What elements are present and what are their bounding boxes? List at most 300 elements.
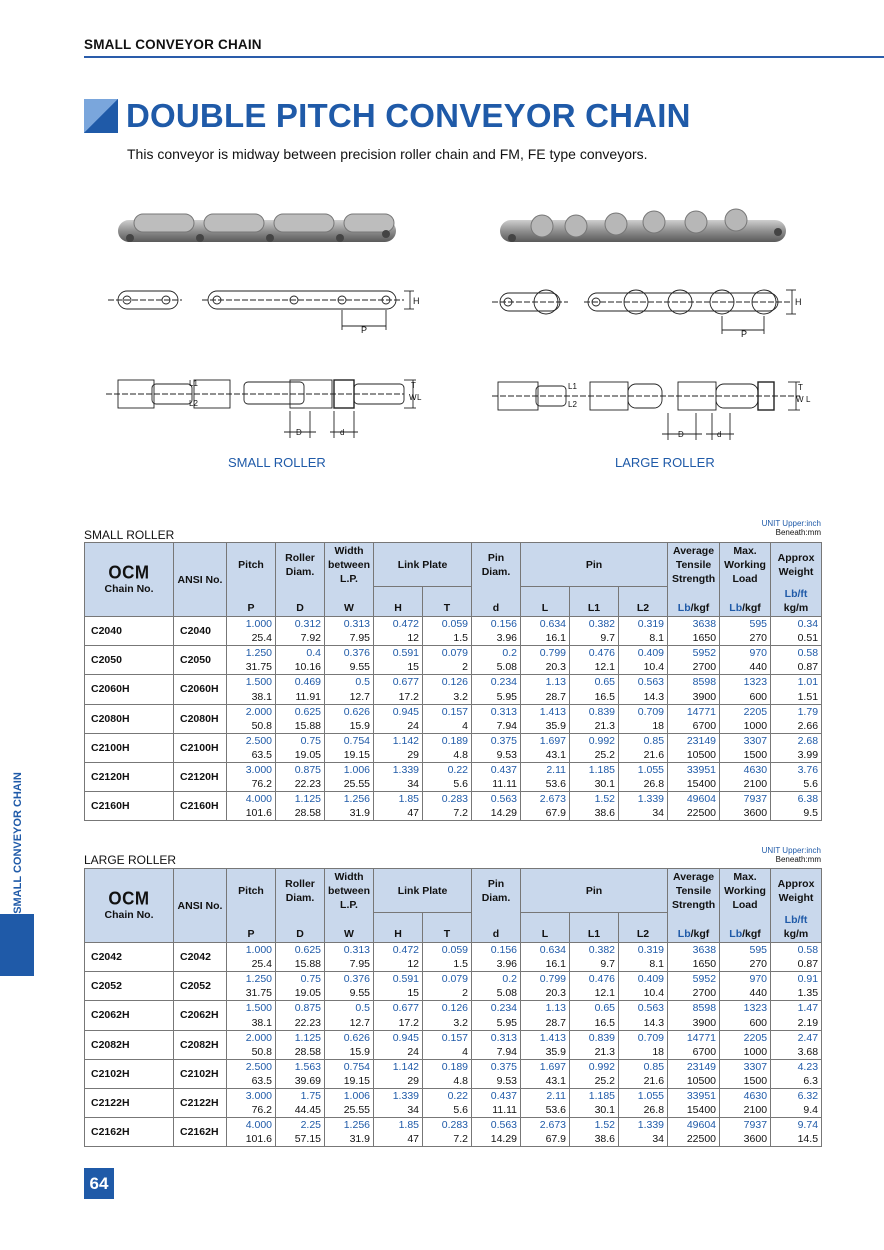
imperial-value-cell: 1.250	[227, 972, 276, 987]
metric-value-cell: 76.2	[227, 777, 276, 792]
metric-value-cell: 29	[374, 1074, 423, 1089]
imperial-value-cell: 1.01	[771, 675, 822, 690]
imperial-value-cell: 0.591	[374, 972, 423, 987]
table-row	[85, 762, 822, 777]
dim-label-l1: L1	[189, 379, 198, 388]
imperial-value-cell: 1.697	[521, 733, 570, 748]
metric-value-cell: 3.96	[472, 957, 521, 972]
unit-note-large: UNIT Upper:inch Beneath:mm	[761, 846, 821, 864]
chain-no-cell: C2100H	[85, 733, 174, 762]
side-tab-marker	[0, 914, 34, 976]
imperial-value-cell: 0.634	[521, 617, 570, 632]
imperial-value-cell: 49604	[668, 792, 720, 807]
imperial-value-cell: 0.22	[423, 1088, 472, 1103]
metric-value-cell: 31.75	[227, 986, 276, 1001]
imperial-value-cell: 0.626	[325, 704, 374, 719]
imperial-value-cell: 1.413	[521, 704, 570, 719]
imperial-value-cell: 0.319	[619, 943, 668, 958]
large-dim-label-l2: L2	[568, 400, 577, 409]
metric-value-cell: 4.8	[423, 748, 472, 763]
imperial-value-cell: 0.079	[423, 972, 472, 987]
imperial-value-cell: 1.142	[374, 733, 423, 748]
metric-value-cell: 47	[374, 806, 423, 821]
large-dim-label-l: L	[806, 395, 811, 404]
imperial-value-cell: 0.5	[325, 675, 374, 690]
metric-value-cell: 25.2	[570, 1074, 619, 1089]
imperial-value-cell: 0.2	[472, 972, 521, 987]
imperial-value-cell: 0.382	[570, 617, 619, 632]
table-row	[85, 617, 822, 632]
metric-value-cell: 38.1	[227, 689, 276, 704]
imperial-value-cell: 2.673	[521, 792, 570, 807]
imperial-value-cell: 0.22	[423, 762, 472, 777]
metric-value-cell: 26.8	[619, 777, 668, 792]
imperial-value-cell: 8598	[668, 675, 720, 690]
metric-value-cell: 20.3	[521, 986, 570, 1001]
imperial-value-cell: 4.23	[771, 1059, 822, 1074]
imperial-value-cell: 49604	[668, 1118, 720, 1133]
metric-value-cell: 12.7	[325, 689, 374, 704]
imperial-value-cell: 1.006	[325, 762, 374, 777]
imperial-value-cell: 0.85	[619, 1059, 668, 1074]
metric-value-cell: 19.15	[325, 748, 374, 763]
metric-value-cell: 15.9	[325, 719, 374, 734]
imperial-value-cell: 1.055	[619, 762, 668, 777]
metric-value-cell: 31.9	[325, 806, 374, 821]
large-dim-label-w: W	[796, 395, 804, 404]
table-row	[85, 675, 822, 690]
metric-value-cell: 600	[720, 1015, 771, 1030]
imperial-value-cell: 1.85	[374, 792, 423, 807]
ansi-no-cell: C2042	[174, 943, 227, 972]
imperial-value-cell: 1.13	[521, 1001, 570, 1016]
metric-value-cell: 2700	[668, 660, 720, 675]
imperial-value-cell: 2.68	[771, 733, 822, 748]
ansi-no-cell: C2062H	[174, 1001, 227, 1030]
imperial-value-cell: 0.234	[472, 1001, 521, 1016]
chain-no-cell: C2122H	[85, 1088, 174, 1117]
page-title-row	[84, 96, 691, 136]
imperial-value-cell: 7937	[720, 1118, 771, 1133]
imperial-value-cell: 1.125	[276, 792, 325, 807]
chain-no-cell: C2102H	[85, 1059, 174, 1088]
imperial-value-cell: 0.409	[619, 972, 668, 987]
imperial-value-cell: 0.126	[423, 1001, 472, 1016]
large-roller-table: OCM Chain No. ANSI No. Pitch Roller Diam. Width between L.P. Link Plate Pin Diam. Pin Average Tensile Strength Max. Working Load Approx Weight P D W H T d L L1 L2 Lb/kgf Lb/kgf Lb/ft kg/m C2042 C2042 1.000 0.625 0.313 0.472 0.059 0.156 0.634 0.382 0.319 3638 595 0.58 25.4 15.88 7.95 12 1.5 3.96 16.1 9.7 8.1 1650 270 0.87 C2052 C2052 1.250 0.75 0.376 0.591 0.079 0.2 0.799 0.476 0.409 5952 970 0.91 31.75 19.05 9.55 15 2 5.08 20.3 12.1 10.4 2700 440 1.35 C2062H C2062H 1.500 0.875 0.5 0.677 0.126 0.234 1.13 0.65 0.563 8598 1323 1.47 38.1 22.23 12.7 17.2 3.2 5.95 28.7 16.5 14.3 3900 600 2.19 C2082H C2082H 2.000 1.125 0.626 0.945 0.157 0.313 1.413 0.839 0.709 14771 2205 2.47 50.8 28.58 15.9 24 4 7.94 35.9 21.3 18 6700 1000 3.68 C2102H C2102H 2.500 1.563 0.754 1.142 0.189 0.375 1.697 0.992 0.85 23149 3307 4.23 63.5 39.69 19.15 29 4.8 9.53 43.1 25.2 21.6 10500 1500 6.3 C2122H C2122H 3.000 1.75 1.006 1.339 0.22 0.437 2.11 1.185 1.055 33951 4630 6.32 76.2 44.45 25.55 34 5.6 11.11 53.6 30.1 26.8 15400 2100 9.4 C2162H C2162H 4.000 2.25 1.256 1.85 0.283 0.563 2.673 1.52 1.339 49604 7937 9.74 101.6 57.15 31.9 47 7.2 14.29 67.9 38.6 34 22500 3600 14.5	[84, 868, 822, 1147]
col-pin: Pin	[521, 543, 668, 587]
metric-value-cell: 8.1	[619, 957, 668, 972]
metric-value-cell: 19.15	[325, 1074, 374, 1089]
imperial-value-cell: 4.000	[227, 1118, 276, 1133]
metric-value-cell: 16.5	[570, 1015, 619, 1030]
metric-value-cell: 30.1	[570, 777, 619, 792]
imperial-value-cell: 8598	[668, 1001, 720, 1016]
metric-value-cell: 44.45	[276, 1103, 325, 1118]
imperial-value-cell: 1.000	[227, 617, 276, 632]
metric-value-cell: 14.3	[619, 689, 668, 704]
imperial-value-cell: 1323	[720, 1001, 771, 1016]
dim-label-h: H	[413, 296, 420, 306]
imperial-value-cell: 0.375	[472, 1059, 521, 1074]
imperial-value-cell: 0.283	[423, 792, 472, 807]
metric-value-cell: 15	[374, 986, 423, 1001]
imperial-value-cell: 14771	[668, 1030, 720, 1045]
imperial-value-cell: 0.059	[423, 617, 472, 632]
metric-value-cell: 3.2	[423, 689, 472, 704]
chain-no-cell: C2050	[85, 646, 174, 675]
imperial-value-cell: 3.76	[771, 762, 822, 777]
col-working: Max. Working Load	[720, 869, 771, 913]
metric-value-cell: 35.9	[521, 719, 570, 734]
metric-value-cell: 39.69	[276, 1074, 325, 1089]
metric-value-cell: 28.58	[276, 806, 325, 821]
table-row	[85, 792, 822, 807]
section-header-text: SMALL CONVEYOR CHAIN	[84, 37, 262, 52]
imperial-value-cell: 5952	[668, 972, 720, 987]
imperial-value-cell: 4.000	[227, 792, 276, 807]
metric-value-cell: 15.9	[325, 1045, 374, 1060]
metric-value-cell: 5.95	[472, 689, 521, 704]
metric-value-cell: 29	[374, 748, 423, 763]
imperial-value-cell: 0.799	[521, 972, 570, 987]
metric-value-cell: 3.2	[423, 1015, 472, 1030]
imperial-value-cell: 1.339	[374, 1088, 423, 1103]
imperial-value-cell: 2.000	[227, 1030, 276, 1045]
imperial-value-cell: 0.625	[276, 704, 325, 719]
metric-value-cell: 53.6	[521, 777, 570, 792]
imperial-value-cell: 1.250	[227, 646, 276, 661]
metric-value-cell: 57.15	[276, 1132, 325, 1147]
col-chain-no: OCM Chain No.	[85, 869, 174, 943]
metric-value-cell: 10.4	[619, 660, 668, 675]
ansi-no-cell: C2082H	[174, 1030, 227, 1059]
imperial-value-cell: 0.563	[619, 675, 668, 690]
metric-value-cell: 22.23	[276, 1015, 325, 1030]
metric-value-cell: 22.23	[276, 777, 325, 792]
imperial-value-cell: 0.312	[276, 617, 325, 632]
imperial-value-cell: 0.189	[423, 1059, 472, 1074]
imperial-value-cell: 1.500	[227, 675, 276, 690]
imperial-value-cell: 1.339	[619, 1118, 668, 1133]
chain-no-cell: C2062H	[85, 1001, 174, 1030]
ansi-no-cell: C2160H	[174, 792, 227, 821]
imperial-value-cell: 1.185	[570, 1088, 619, 1103]
imperial-value-cell: 0.126	[423, 675, 472, 690]
imperial-value-cell: 1.256	[325, 792, 374, 807]
metric-value-cell: 31.75	[227, 660, 276, 675]
imperial-value-cell: 23149	[668, 733, 720, 748]
imperial-value-cell: 0.156	[472, 943, 521, 958]
table-row	[85, 1030, 822, 1045]
table-row	[85, 704, 822, 719]
table-row	[85, 1118, 822, 1133]
imperial-value-cell: 0.079	[423, 646, 472, 661]
metric-value-cell: 19.05	[276, 986, 325, 1001]
imperial-value-cell: 0.945	[374, 1030, 423, 1045]
side-tab-label: SMALL CONVEYOR CHAIN	[12, 772, 24, 914]
metric-value-cell: 9.7	[570, 957, 619, 972]
metric-value-cell: 1.5	[423, 631, 472, 646]
metric-value-cell: 2	[423, 986, 472, 1001]
imperial-value-cell: 0.157	[423, 1030, 472, 1045]
large-dim-label-h: H	[795, 297, 802, 307]
chain-no-cell: C2042	[85, 943, 174, 972]
imperial-value-cell: 0.472	[374, 943, 423, 958]
imperial-value-cell: 0.476	[570, 646, 619, 661]
metric-value-cell: 7.2	[423, 1132, 472, 1147]
imperial-value-cell: 3.000	[227, 1088, 276, 1103]
chain-no-cell: C2160H	[85, 792, 174, 821]
imperial-value-cell: 1.339	[374, 762, 423, 777]
metric-value-cell: 5.08	[472, 986, 521, 1001]
imperial-value-cell: 0.283	[423, 1118, 472, 1133]
imperial-value-cell: 0.563	[472, 792, 521, 807]
metric-value-cell: 53.6	[521, 1103, 570, 1118]
imperial-value-cell: 0.313	[472, 1030, 521, 1045]
metric-value-cell: 12.1	[570, 660, 619, 675]
metric-value-cell: 14.5	[771, 1132, 822, 1147]
dim-label-w: W	[409, 393, 417, 402]
metric-value-cell: 26.8	[619, 1103, 668, 1118]
imperial-value-cell: 0.992	[570, 1059, 619, 1074]
metric-value-cell: 1000	[720, 1045, 771, 1060]
ansi-no-cell: C2100H	[174, 733, 227, 762]
small-roller-table-label: SMALL ROLLER	[84, 528, 175, 542]
metric-value-cell: 7.2	[423, 806, 472, 821]
imperial-value-cell: 1.125	[276, 1030, 325, 1045]
large-dim-label-t: T	[798, 383, 803, 392]
metric-value-cell: 0.87	[771, 957, 822, 972]
metric-value-cell: 7.95	[325, 957, 374, 972]
metric-value-cell: 0.51	[771, 631, 822, 646]
metric-value-cell: 16.5	[570, 689, 619, 704]
imperial-value-cell: 970	[720, 972, 771, 987]
col-tensile: Average Tensile Strength	[668, 543, 720, 587]
metric-value-cell: 24	[374, 719, 423, 734]
metric-value-cell: 22500	[668, 1132, 720, 1147]
metric-value-cell: 76.2	[227, 1103, 276, 1118]
metric-value-cell: 1500	[720, 1074, 771, 1089]
imperial-value-cell: 0.2	[472, 646, 521, 661]
imperial-value-cell: 0.85	[619, 733, 668, 748]
metric-value-cell: 25.4	[227, 631, 276, 646]
imperial-value-cell: 0.677	[374, 675, 423, 690]
col-roller: Roller Diam.	[276, 869, 325, 913]
metric-value-cell: 12.1	[570, 986, 619, 1001]
small-top-view	[106, 380, 416, 438]
metric-value-cell: 15.88	[276, 719, 325, 734]
imperial-value-cell: 0.65	[570, 675, 619, 690]
col-working: Max. Working Load	[720, 543, 771, 587]
metric-value-cell: 24	[374, 1045, 423, 1060]
metric-value-cell: 38.6	[570, 1132, 619, 1147]
metric-value-cell: 9.4	[771, 1103, 822, 1118]
metric-value-cell: 11.11	[472, 777, 521, 792]
imperial-value-cell: 0.799	[521, 646, 570, 661]
imperial-value-cell: 33951	[668, 1088, 720, 1103]
metric-value-cell: 10500	[668, 748, 720, 763]
imperial-value-cell: 2.500	[227, 733, 276, 748]
metric-value-cell: 9.53	[472, 1074, 521, 1089]
col-pitch: Pitch	[227, 543, 276, 587]
large-dim-label-l1: L1	[568, 382, 577, 391]
imperial-value-cell: 1.256	[325, 1118, 374, 1133]
imperial-value-cell: 0.437	[472, 1088, 521, 1103]
col-ansi: ANSI No.	[174, 869, 227, 943]
metric-value-cell: 18	[619, 719, 668, 734]
metric-value-cell: 67.9	[521, 1132, 570, 1147]
metric-value-cell: 2.66	[771, 719, 822, 734]
imperial-value-cell: 4630	[720, 762, 771, 777]
metric-value-cell: 270	[720, 631, 771, 646]
imperial-value-cell: 0.319	[619, 617, 668, 632]
small-roller-caption: SMALL ROLLER	[228, 455, 326, 470]
ansi-no-cell: C2080H	[174, 704, 227, 733]
metric-value-cell: 9.5	[771, 806, 822, 821]
imperial-value-cell: 0.34	[771, 617, 822, 632]
dim-label-d-roller: D	[296, 428, 302, 437]
imperial-value-cell: 1.52	[570, 1118, 619, 1133]
metric-value-cell: 14.3	[619, 1015, 668, 1030]
chain-no-cell: C2060H	[85, 675, 174, 704]
metric-value-cell: 12	[374, 957, 423, 972]
metric-value-cell: 1.35	[771, 986, 822, 1001]
imperial-value-cell: 970	[720, 646, 771, 661]
small-roller-diagram	[104, 206, 424, 446]
metric-value-cell: 7.94	[472, 719, 521, 734]
metric-value-cell: 3.68	[771, 1045, 822, 1060]
imperial-value-cell: 2205	[720, 704, 771, 719]
imperial-value-cell: 1.75	[276, 1088, 325, 1103]
metric-value-cell: 2	[423, 660, 472, 675]
imperial-value-cell: 7937	[720, 792, 771, 807]
imperial-value-cell: 0.472	[374, 617, 423, 632]
metric-value-cell: 28.58	[276, 1045, 325, 1060]
imperial-value-cell: 0.626	[325, 1030, 374, 1045]
large-top-view	[492, 382, 800, 440]
metric-value-cell: 15400	[668, 777, 720, 792]
large-roller-table-body	[85, 943, 822, 1147]
metric-value-cell: 50.8	[227, 719, 276, 734]
table-row	[85, 733, 822, 748]
table-row	[85, 1059, 822, 1074]
metric-value-cell: 4	[423, 1045, 472, 1060]
col-pin-diam: Pin Diam.	[472, 543, 521, 587]
imperial-value-cell: 1323	[720, 675, 771, 690]
imperial-value-cell: 0.75	[276, 733, 325, 748]
metric-value-cell: 25.55	[325, 1103, 374, 1118]
metric-value-cell: 25.2	[570, 748, 619, 763]
metric-value-cell: 9.55	[325, 986, 374, 1001]
metric-value-cell: 1500	[720, 748, 771, 763]
small-roller-table: OCM Chain No. ANSI No. Pitch Roller Diam. Width between L.P. Link Plate Pin Diam. Pin Average Tensile Strength Max. Working Load Approx Weight P D W H T d L L1 L2 Lb/kgf Lb/kgf Lb/ft kg/m C2040 C2040 1.000 0.312 0.313 0.472 0.059 0.156 0.634 0.382 0.319 3638 595 0.34 25.4 7.92 7.95 12 1.5 3.96 16.1 9.7 8.1 1650 270 0.51 C2050 C2050 1.250 0.4 0.376 0.591 0.079 0.2 0.799 0.476 0.409 5952 970 0.58 31.75 10.16 9.55 15 2 5.08 20.3 12.1 10.4 2700 440 0.87 C2060H C2060H 1.500 0.469 0.5 0.677 0.126 0.234 1.13 0.65 0.563 8598 1323 1.01 38.1 11.91 12.7 17.2 3.2 5.95 28.7 16.5 14.3 3900 600 1.51 C2080H C2080H 2.000 0.625 0.626 0.945 0.157 0.313 1.413 0.839 0.709 14771 2205 1.79 50.8 15.88 15.9 24 4 7.94 35.9 21.3 18 6700 1000 2.66 C2100H C2100H 2.500 0.75 0.754 1.142 0.189 0.375 1.697 0.992 0.85 23149 3307 2.68 63.5 19.05 19.15 29 4.8 9.53 43.1 25.2 21.6 10500 1500 3.99 C2120H C2120H 3.000 0.875 1.006 1.339 0.22 0.437 2.11 1.185 1.055 33951 4630 3.76 76.2 22.23 25.55 34 5.6 11.11 53.6 30.1 26.8 15400 2100 5.6 C2160H C2160H 4.000 1.125 1.256 1.85 0.283 0.563 2.673 1.52 1.339 49604 7937 6.38 101.6 28.58 31.9 47 7.2 14.29 67.9 38.6 34 22500 3600 9.5	[84, 542, 822, 821]
imperial-value-cell: 1.500	[227, 1001, 276, 1016]
metric-value-cell: 101.6	[227, 806, 276, 821]
metric-value-cell: 2100	[720, 777, 771, 792]
imperial-value-cell: 0.65	[570, 1001, 619, 1016]
imperial-value-cell: 595	[720, 617, 771, 632]
col-pitch: Pitch	[227, 869, 276, 913]
imperial-value-cell: 0.189	[423, 733, 472, 748]
section-header	[84, 36, 884, 58]
imperial-value-cell: 14771	[668, 704, 720, 719]
imperial-value-cell: 2205	[720, 1030, 771, 1045]
metric-value-cell: 0.87	[771, 660, 822, 675]
dim-label-l2: L2	[189, 399, 198, 408]
metric-value-cell: 21.3	[570, 1045, 619, 1060]
title-triangle-icon	[84, 99, 118, 133]
ansi-no-cell: C2052	[174, 972, 227, 1001]
metric-value-cell: 28.7	[521, 1015, 570, 1030]
metric-value-cell: 38.1	[227, 1015, 276, 1030]
ansi-no-cell: C2050	[174, 646, 227, 675]
ansi-no-cell: C2120H	[174, 762, 227, 791]
imperial-value-cell: 1.185	[570, 762, 619, 777]
imperial-value-cell: 0.58	[771, 943, 822, 958]
imperial-value-cell: 0.754	[325, 1059, 374, 1074]
metric-value-cell: 34	[374, 777, 423, 792]
metric-value-cell: 43.1	[521, 1074, 570, 1089]
metric-value-cell: 5.6	[771, 777, 822, 792]
imperial-value-cell: 0.376	[325, 972, 374, 987]
imperial-value-cell: 0.875	[276, 1001, 325, 1016]
imperial-value-cell: 0.5	[325, 1001, 374, 1016]
metric-value-cell: 4.8	[423, 1074, 472, 1089]
metric-value-cell: 7.95	[325, 631, 374, 646]
metric-value-cell: 22500	[668, 806, 720, 821]
table-row	[85, 1088, 822, 1103]
imperial-value-cell: 3307	[720, 733, 771, 748]
metric-value-cell: 21.6	[619, 748, 668, 763]
imperial-value-cell: 0.709	[619, 704, 668, 719]
imperial-value-cell: 0.839	[570, 1030, 619, 1045]
metric-value-cell: 34	[619, 1132, 668, 1147]
metric-value-cell: 6700	[668, 719, 720, 734]
imperial-value-cell: 0.839	[570, 704, 619, 719]
ansi-no-cell: C2102H	[174, 1059, 227, 1088]
large-chain-photo	[500, 209, 786, 242]
metric-value-cell: 3600	[720, 806, 771, 821]
imperial-value-cell: 2.25	[276, 1118, 325, 1133]
metric-value-cell: 10.16	[276, 660, 325, 675]
imperial-value-cell: 1.79	[771, 704, 822, 719]
small-chain-photo	[118, 214, 396, 242]
col-width: Width between L.P.	[325, 543, 374, 587]
metric-value-cell: 101.6	[227, 1132, 276, 1147]
chain-no-cell: C2082H	[85, 1030, 174, 1059]
imperial-value-cell: 1.697	[521, 1059, 570, 1074]
table-row	[85, 646, 822, 661]
small-roller-table-body	[85, 617, 822, 821]
imperial-value-cell: 0.409	[619, 646, 668, 661]
chain-no-cell: C2052	[85, 972, 174, 1001]
metric-value-cell: 270	[720, 957, 771, 972]
metric-value-cell: 8.1	[619, 631, 668, 646]
metric-value-cell: 20.3	[521, 660, 570, 675]
large-roller-table-label: LARGE ROLLER	[84, 853, 177, 867]
metric-value-cell: 5.08	[472, 660, 521, 675]
metric-value-cell: 1650	[668, 957, 720, 972]
metric-value-cell: 12	[374, 631, 423, 646]
large-roller-caption: LARGE ROLLER	[615, 455, 715, 470]
imperial-value-cell: 0.313	[472, 704, 521, 719]
imperial-value-cell: 3638	[668, 943, 720, 958]
metric-value-cell: 600	[720, 689, 771, 704]
metric-value-cell: 67.9	[521, 806, 570, 821]
metric-value-cell: 3.96	[472, 631, 521, 646]
imperial-value-cell: 0.234	[472, 675, 521, 690]
metric-value-cell: 15.88	[276, 957, 325, 972]
